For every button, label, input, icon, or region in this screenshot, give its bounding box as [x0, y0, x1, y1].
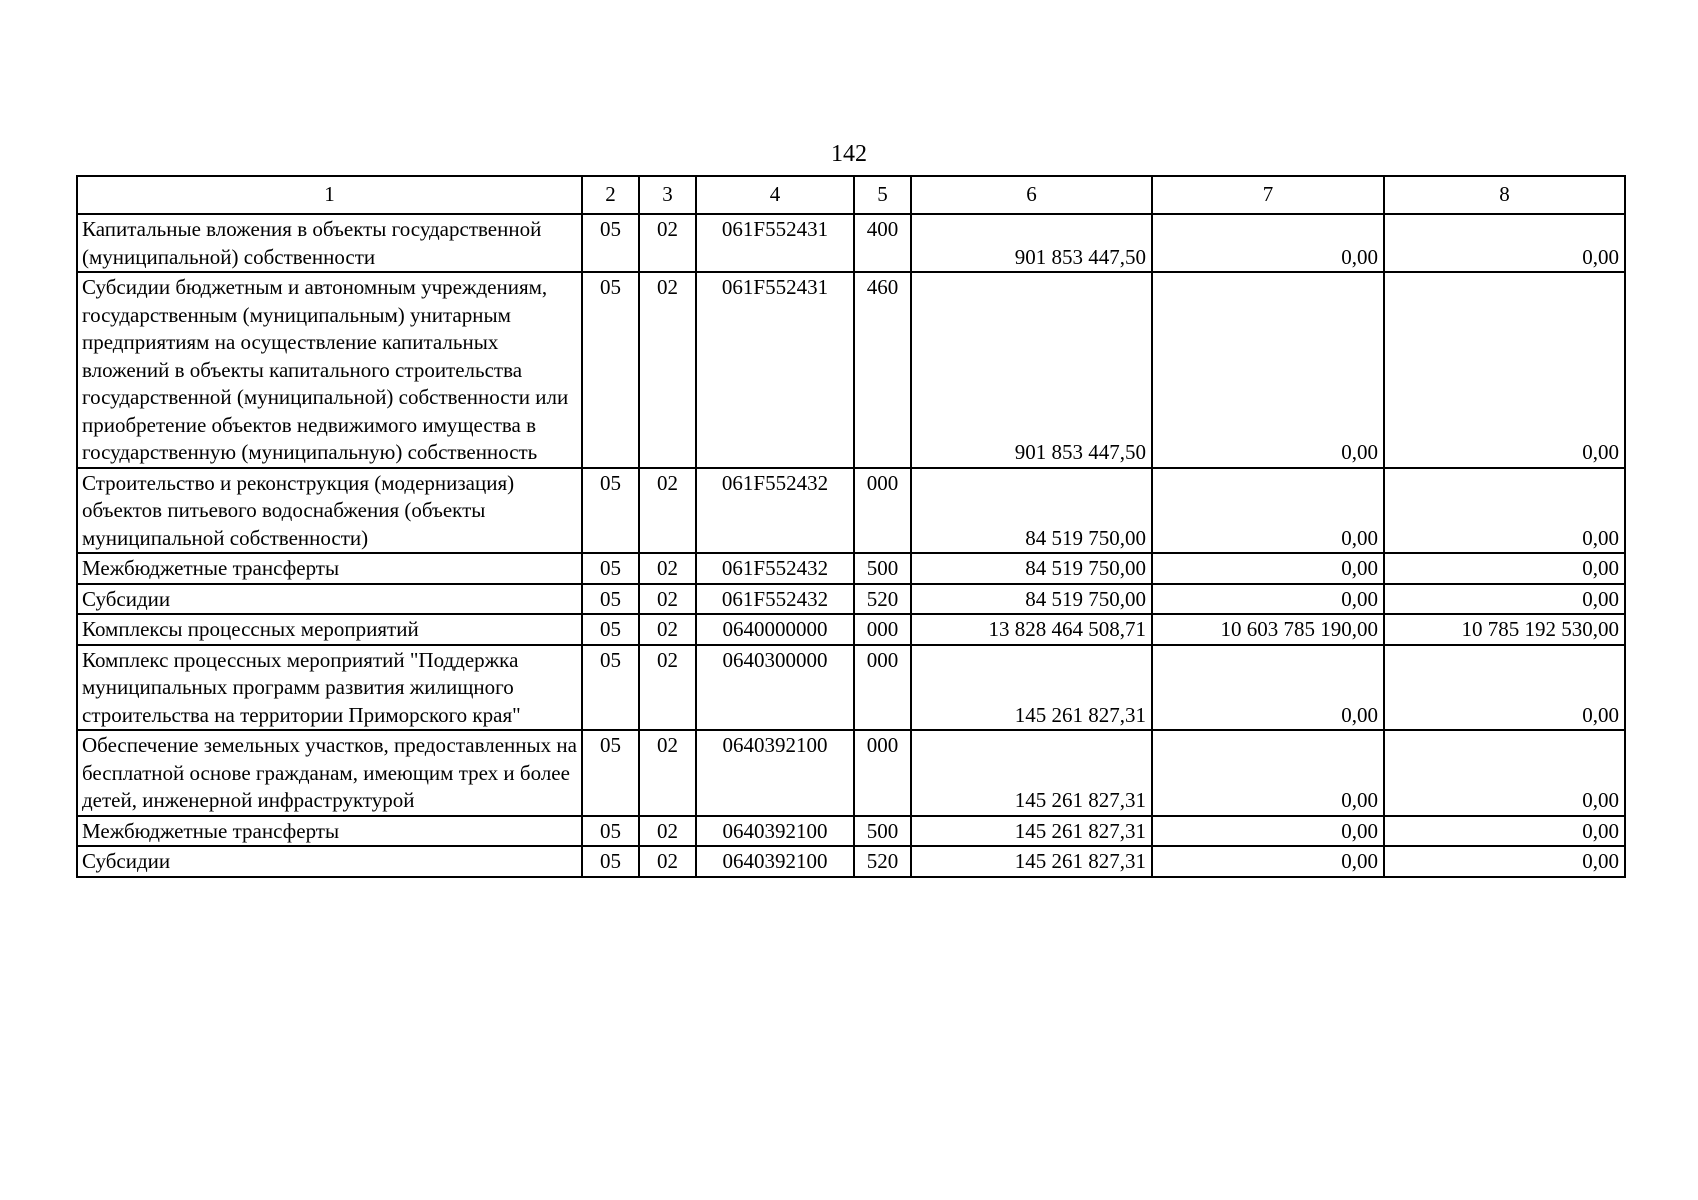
row-section: 05	[582, 645, 639, 731]
row-target: 061F552431	[696, 272, 854, 468]
row-amount-7: 0,00	[1152, 272, 1384, 468]
table-row	[77, 614, 1625, 645]
column-header: 8	[1384, 176, 1625, 214]
row-name: Комплексы процессных мероприятий	[77, 614, 582, 645]
row-amount-8: 10 785 192 530,00	[1384, 614, 1625, 645]
row-amount-7: 0,00	[1152, 214, 1384, 272]
row-type: 500	[854, 816, 911, 847]
row-target: 0640392100	[696, 846, 854, 877]
page-number: 142	[831, 141, 867, 167]
column-header: 6	[911, 176, 1152, 214]
table-row	[77, 584, 1625, 615]
row-type: 000	[854, 614, 911, 645]
row-type: 000	[854, 468, 911, 554]
row-amount-6: 84 519 750,00	[911, 468, 1152, 554]
column-header: 3	[639, 176, 696, 214]
table-row	[77, 846, 1625, 877]
row-target: 061F552432	[696, 553, 854, 584]
row-section: 05	[582, 614, 639, 645]
row-amount-7: 0,00	[1152, 846, 1384, 877]
row-section: 05	[582, 816, 639, 847]
table-row	[77, 468, 1625, 554]
row-amount-7: 0,00	[1152, 730, 1384, 816]
row-target: 061F552432	[696, 468, 854, 554]
row-subsection: 02	[639, 816, 696, 847]
row-amount-7: 0,00	[1152, 468, 1384, 554]
row-amount-8: 0,00	[1384, 584, 1625, 615]
row-amount-7: 0,00	[1152, 645, 1384, 731]
row-type: 460	[854, 272, 911, 468]
row-subsection: 02	[639, 214, 696, 272]
row-name: Межбюджетные трансферты	[77, 816, 582, 847]
table-row	[77, 645, 1625, 731]
row-amount-8: 0,00	[1384, 272, 1625, 468]
row-target: 0640392100	[696, 730, 854, 816]
column-header: 1	[77, 176, 582, 214]
row-amount-8: 0,00	[1384, 468, 1625, 554]
table-row	[77, 272, 1625, 468]
row-name: Комплекс процессных мероприятий "Поддержка муниципальных программ развития жилищного строительства на территории Приморского края"	[77, 645, 582, 731]
row-amount-8: 0,00	[1384, 214, 1625, 272]
row-name: Капитальные вложения в объекты государственной (муниципальной) собственности	[77, 214, 582, 272]
row-subsection: 02	[639, 730, 696, 816]
row-type: 000	[854, 730, 911, 816]
row-name: Обеспечение земельных участков, предоставленных на бесплатной основе гражданам, имеющим трех и более детей, инженерной инфраструктурой	[77, 730, 582, 816]
header-row	[77, 176, 1625, 214]
row-amount-7: 0,00	[1152, 553, 1384, 584]
row-amount-6: 145 261 827,31	[911, 645, 1152, 731]
table-row	[77, 553, 1625, 584]
row-subsection: 02	[639, 272, 696, 468]
table-row	[77, 816, 1625, 847]
row-type: 520	[854, 846, 911, 877]
row-type: 520	[854, 584, 911, 615]
row-amount-6: 84 519 750,00	[911, 553, 1152, 584]
row-amount-6: 145 261 827,31	[911, 730, 1152, 816]
table-row	[77, 214, 1625, 272]
column-header: 5	[854, 176, 911, 214]
row-name: Межбюджетные трансферты	[77, 553, 582, 584]
row-amount-7: 0,00	[1152, 584, 1384, 615]
row-amount-6: 13 828 464 508,71	[911, 614, 1152, 645]
row-amount-6: 145 261 827,31	[911, 846, 1152, 877]
row-type: 400	[854, 214, 911, 272]
row-target: 0640000000	[696, 614, 854, 645]
row-subsection: 02	[639, 468, 696, 554]
row-section: 05	[582, 846, 639, 877]
row-name: Строительство и реконструкция (модернизация) объектов питьевого водоснабжения (объекты муниципальной собственности)	[77, 468, 582, 554]
column-header: 7	[1152, 176, 1384, 214]
row-amount-8: 0,00	[1384, 553, 1625, 584]
column-header: 2	[582, 176, 639, 214]
budget-table	[76, 175, 1626, 878]
row-section: 05	[582, 730, 639, 816]
row-subsection: 02	[639, 584, 696, 615]
row-section: 05	[582, 584, 639, 615]
row-section: 05	[582, 553, 639, 584]
table-row	[77, 730, 1625, 816]
row-subsection: 02	[639, 645, 696, 731]
row-type: 000	[854, 645, 911, 731]
row-target: 061F552431	[696, 214, 854, 272]
row-subsection: 02	[639, 846, 696, 877]
row-amount-8: 0,00	[1384, 730, 1625, 816]
row-amount-6: 901 853 447,50	[911, 272, 1152, 468]
row-section: 05	[582, 468, 639, 554]
row-amount-8: 0,00	[1384, 816, 1625, 847]
row-amount-7: 10 603 785 190,00	[1152, 614, 1384, 645]
row-name: Субсидии	[77, 584, 582, 615]
row-target: 0640300000	[696, 645, 854, 731]
row-name: Субсидии	[77, 846, 582, 877]
row-type: 500	[854, 553, 911, 584]
row-target: 061F552432	[696, 584, 854, 615]
row-name: Субсидии бюджетным и автономным учреждениям, государственным (муниципальным) унитарным предприятиям на осуществление капитальных вложений в объекты капитального строительства государственной (муниципальной) собственности или приобретение объектов недвижимого имущества в государственную (муниципальную) собственность	[77, 272, 582, 468]
row-amount-6: 84 519 750,00	[911, 584, 1152, 615]
row-amount-8: 0,00	[1384, 645, 1625, 731]
row-section: 05	[582, 214, 639, 272]
row-amount-6: 901 853 447,50	[911, 214, 1152, 272]
row-amount-7: 0,00	[1152, 816, 1384, 847]
column-header: 4	[696, 176, 854, 214]
row-subsection: 02	[639, 614, 696, 645]
row-section: 05	[582, 272, 639, 468]
row-amount-6: 145 261 827,31	[911, 816, 1152, 847]
row-target: 0640392100	[696, 816, 854, 847]
row-amount-8: 0,00	[1384, 846, 1625, 877]
row-subsection: 02	[639, 553, 696, 584]
